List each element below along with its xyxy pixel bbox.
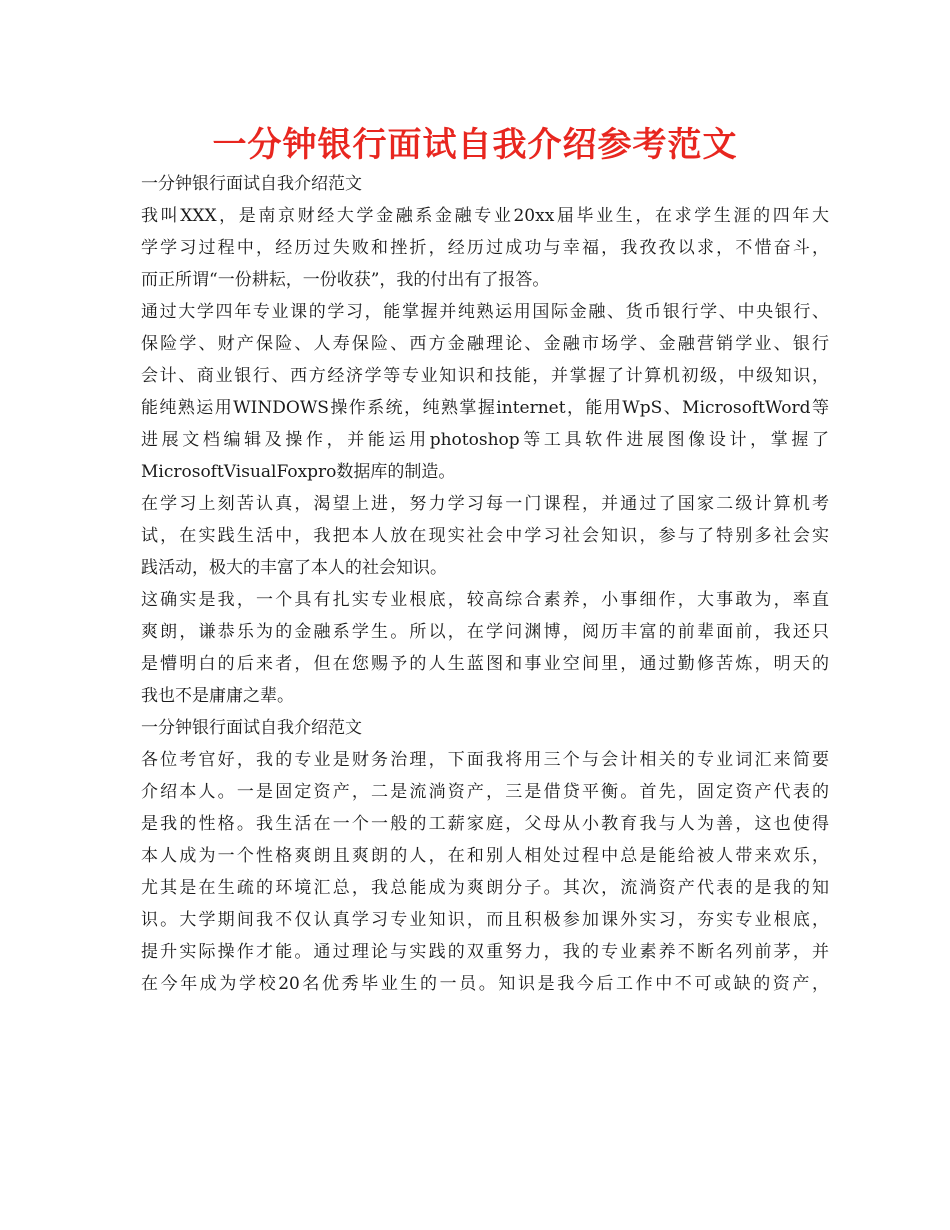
text-line: 爽朗，谦恭乐为的金融系学生。所以，在学问渊博，阅历丰富的前辈面前，我还只 <box>141 622 829 642</box>
text-line: 介绍本人。一是固定资产，二是流淌资产，三是借贷平衡。首先，固定资产代表的 <box>141 782 829 802</box>
text-line: 在学习上刻苦认真，渴望上进，努力学习每一门课程，并通过了国家二级计算机考 <box>141 494 829 514</box>
text-line: 在今年成为学校20名优秀毕业生的一员。知识是我今后工作中不可或缺的资产， <box>141 974 829 994</box>
document-body <box>141 168 829 1000</box>
text-line: 各位考官好，我的专业是财务治理，下面我将用三个与会计相关的专业词汇来简要 <box>141 750 829 770</box>
document-title: 一分钟银行面试自我介绍参考范文 <box>212 125 738 165</box>
text-line: 践活动，极大的丰富了本人的社会知识。 <box>141 558 447 578</box>
text-line: 本人成为一个性格爽朗且爽朗的人，在和别人相处过程中总是能给被人带来欢乐， <box>141 846 829 866</box>
text-line: 一分钟银行面试自我介绍范文 <box>141 718 362 738</box>
text-line: 而正所谓“一份耕耘，一份收获”，我的付出有了报答。 <box>141 270 550 290</box>
text-line: 一分钟银行面试自我介绍范文 <box>141 174 362 194</box>
text-line: MicrosoftVisualFoxpro数据库的制造。 <box>141 462 456 482</box>
text-line: 这确实是我，一个具有扎实专业根底，较高综合素养，小事细作，大事敢为，率直 <box>141 590 829 610</box>
text-line: 进展文档编辑及操作，并能运用photoshop等工具软件进展图像设计，掌握了 <box>141 430 829 450</box>
text-line: 尤其是在生疏的环境汇总，我总能成为爽朗分子。其次，流淌资产代表的是我的知 <box>141 878 829 898</box>
text-line: 通过大学四年专业课的学习，能掌握并纯熟运用国际金融、货币银行学、中央银行、 <box>141 302 829 322</box>
text-line: 会计、商业银行、西方经济学等专业知识和技能，并掌握了计算机初级，中级知识， <box>141 366 829 386</box>
text-line: 保险学、财产保险、人寿保险、西方金融理论、金融市场学、金融营销学业、银行 <box>141 334 829 354</box>
text-line: 试，在实践生活中，我把本人放在现实社会中学习社会知识，参与了特别多社会实 <box>141 526 829 546</box>
text-line: 是我的性格。我生活在一个一般的工薪家庭，父母从小教育我与人为善，这也使得 <box>141 814 829 834</box>
text-line: 能纯熟运用WINDOWS操作系统，纯熟掌握internet，能用WpS、MicrosoftWord等 <box>141 398 829 418</box>
text-line: 是懵明白的后来者，但在您赐予的人生蓝图和事业空间里，通过勤修苦炼，明天的 <box>141 654 829 674</box>
text-line: 学学习过程中，经历过失败和挫折，经历过成功与幸福，我孜孜以求，不惜奋斗， <box>141 238 829 258</box>
text-line: 识。大学期间我不仅认真学习专业知识，而且积极参加课外实习，夯实专业根底， <box>141 910 829 930</box>
text-line: 我也不是庸庸之辈。 <box>141 686 294 706</box>
text-line: 我叫XXX，是南京财经大学金融系金融专业20xx届毕业生，在求学生涯的四年大 <box>141 206 829 226</box>
text-line: 提升实际操作才能。通过理论与实践的双重努力，我的专业素养不断名列前茅，并 <box>141 942 829 962</box>
